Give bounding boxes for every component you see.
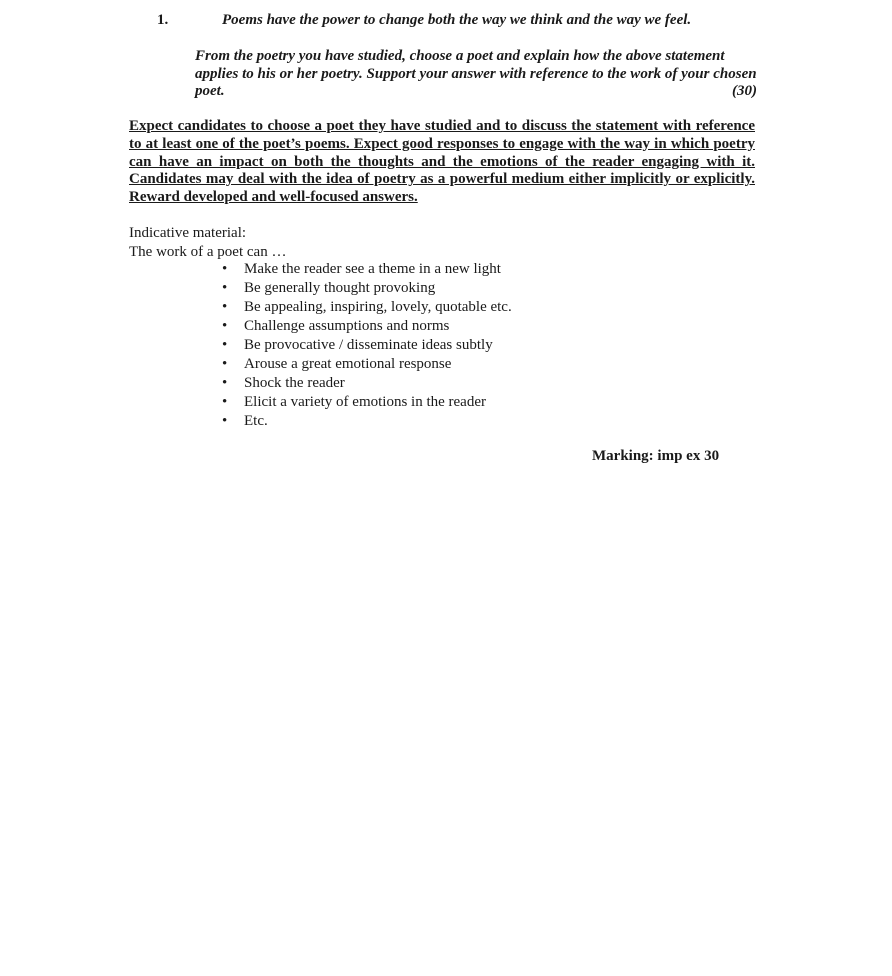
- indicative-material-block: [129, 224, 286, 261]
- bullet-icon: •: [222, 261, 228, 277]
- question-marks: (30): [732, 83, 757, 99]
- list-item-text: Be generally thought provoking: [244, 280, 436, 296]
- list-item-text: Challenge assumptions and norms: [244, 318, 450, 334]
- list-item-text: Arouse a great emotional response: [244, 356, 452, 372]
- question-task: From the poetry you have studied, choose a poet and explain how the above statement applies to his or her poetry. Support your answer with reference to the work of your chosen poet.: [195, 48, 757, 99]
- list-item: [220, 374, 512, 393]
- bullet-icon: •: [222, 394, 228, 410]
- list-item-text: Be appealing, inspiring, lovely, quotable etc.: [244, 299, 512, 315]
- list-item: [220, 298, 512, 317]
- list-item: [220, 336, 512, 355]
- bullet-icon: •: [222, 318, 228, 334]
- list-item-text: Make the reader see a theme in a new light: [244, 261, 501, 277]
- bullet-icon: •: [222, 356, 228, 372]
- question-statement: Poems have the power to change both the way we think and the way we feel.: [222, 12, 692, 28]
- question-task-block: [195, 48, 757, 101]
- bullet-icon: •: [222, 375, 228, 391]
- list-item: [220, 317, 512, 336]
- marking-note: Marking: imp ex 30: [592, 448, 720, 464]
- question-number: 1.: [157, 12, 169, 28]
- indicative-heading: Indicative material:: [129, 225, 247, 241]
- list-item: [220, 412, 512, 431]
- list-item: [220, 279, 512, 298]
- list-item: [220, 393, 512, 412]
- list-item: [220, 355, 512, 374]
- bullet-icon: •: [222, 299, 228, 315]
- indicative-list: [220, 260, 512, 431]
- list-item-text: Etc.: [244, 413, 268, 429]
- bullet-icon: •: [222, 413, 228, 429]
- examiner-guidance: Expect candidates to choose a poet they have studied and to discuss the statement with reference to at least one of the poet’s poems. Expect good responses to engage with the way in which poetry can have an impact on both the thoughts and the emotions of the reader engaging with it. Candidates may deal with the idea of poetry as a powerful medium either implicitly or explicitly. Reward developed and well-focused answers.: [129, 118, 755, 206]
- bullet-icon: •: [222, 280, 228, 296]
- list-item-text: Be provocative / disseminate ideas subtly: [244, 337, 493, 353]
- indicative-intro: The work of a poet can …: [129, 243, 287, 260]
- list-item-text: Elicit a variety of emotions in the reader: [244, 394, 486, 410]
- bullet-icon: •: [222, 337, 228, 353]
- list-item: [220, 260, 512, 279]
- list-item-text: Shock the reader: [244, 375, 345, 391]
